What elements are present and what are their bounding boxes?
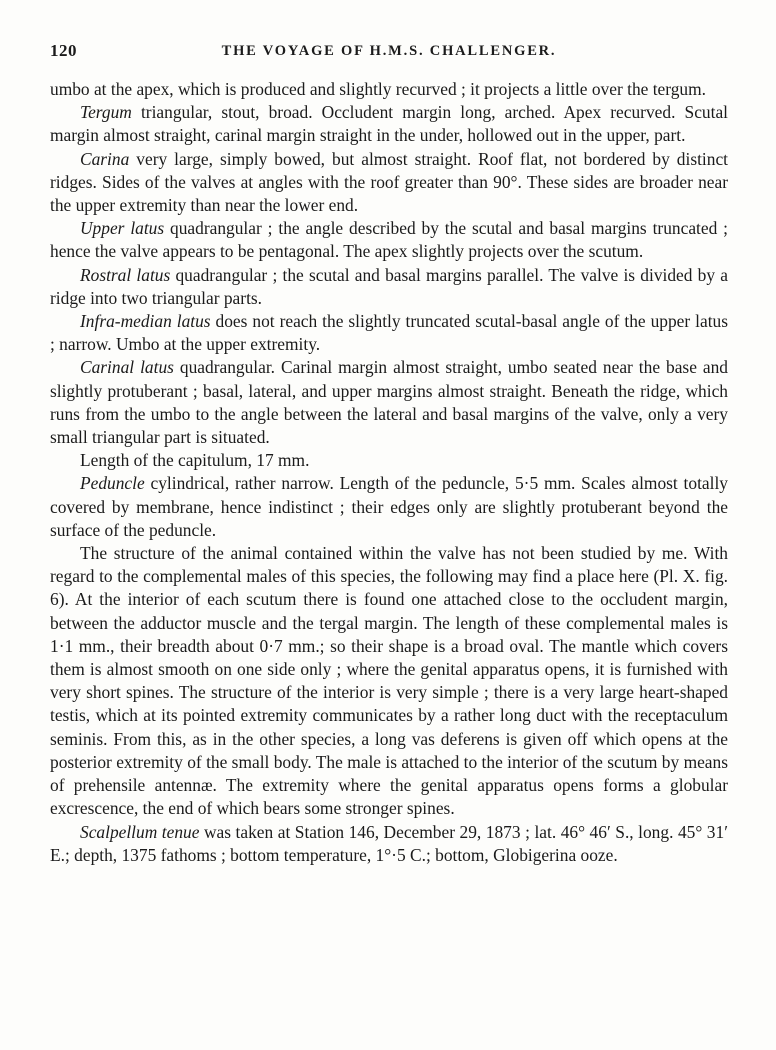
paragraph (50, 310, 728, 356)
paragraph-text: cylindrical, rather narrow. Length of the peduncle, 5·5 mm. Scales almost totally covered by membrane, hence indistinct ; their edges only are slightly protuberant beyond the surface of the peduncle. (50, 473, 728, 540)
paragraph-text: was taken at Station 146, December 29, 1873 ; lat. 46° 46′ S., long. 45° 31′ E.; depth, 1375 fathoms ; bottom temperature, 1°·5 C.; bottom, Globigerina ooze. (50, 821, 729, 865)
paragraph (50, 264, 728, 310)
paragraph (50, 472, 728, 542)
paragraph-lead: Rostral latus (80, 264, 171, 285)
text-block (50, 78, 728, 867)
paragraph (50, 78, 728, 101)
paragraph (50, 101, 728, 147)
running-title: THE VOYAGE OF H.M.S. CHALLENGER. (221, 43, 557, 59)
paragraph-lead: Carina (80, 148, 130, 169)
paragraph-lead: Tergum (80, 102, 132, 123)
paragraph-text: Length of the capitulum, 17 mm. (80, 450, 310, 471)
paragraph-text: very large, simply bowed, but almost straight. Roof flat, not bordered by distinct ridges. Sides of the valves at angles with the roof greater than 90°. These sides are broader near the upper extremity than near the lower end. (50, 148, 728, 216)
running-header (50, 40, 728, 64)
paragraph-text: does not reach the slightly truncated scutal-basal angle of the upper latus ; narrow. Umbo at the upper extremity. (50, 311, 728, 355)
paragraph-text: quadrangular ; the angle described by the scutal and basal margins truncated ; hence the valve appears to be pentagonal. The apex slightly projects over the scutum. (50, 218, 728, 262)
paragraph (50, 449, 728, 472)
paragraph-text: umbo at the apex, which is produced and slightly recurved ; it projects a little over the tergum. (50, 79, 706, 99)
paragraph-lead: Upper latus (80, 218, 165, 239)
paragraph (50, 356, 728, 449)
paragraph (50, 148, 728, 218)
page-number: 120 (50, 41, 77, 60)
paragraph (50, 542, 728, 820)
paragraph-text: quadrangular ; the scutal and basal margins parallel. The valve is divided by a ridge into two triangular parts. (50, 264, 729, 308)
paragraph (50, 821, 728, 867)
paragraph-text: The structure of the animal contained within the valve has not been studied by me. With regard to the complemental males of this species, the following may find a place here (Pl. X. fig. 6). At the interior of each scutum there is found one attached close to the occludent margin, between the adductor muscle and the tergal margin. The length of these complemental males is 1·1 mm., their breadth about 0·7 mm.; so their shape is a broad oval. The mantle which covers them is almost smooth on one side only ; where the genital apparatus opens, it is furnished with very short spines. The structure of the interior is very simple ; there is a very large heart-shaped testis, which at its pointed extremity communicates by a rather long duct with the receptaculum seminis. From this, as in the other species, a long vas deferens is given off which opens at the posterior extremity of the small body. The male is attached to the interior of the scutum by means of prehensile antennæ. The extremity where the genital apparatus opens forms a globular excrescence, the end of which bears some stronger spines. (50, 543, 728, 819)
paragraph-lead: Infra-median latus (80, 311, 211, 332)
paragraph (50, 217, 728, 263)
paragraph-text: triangular, stout, broad. Occludent margin long, arched. Apex recurved. Scutal margin almost straight, carinal margin straight in the under, hollowed out in the upper, part. (50, 102, 728, 146)
paragraph-lead: Carinal latus (80, 357, 174, 378)
paragraph-text: quadrangular. Carinal margin almost straight, umbo seated near the base and slightly protuberant ; basal, lateral, and upper margins almost straight. Beneath the ridge, which runs from the umbo to the angle between the lateral and basal margins of the valve, only a very small triangular part is situated. (50, 357, 728, 448)
paragraph-lead: Scalpellum tenue (80, 821, 200, 842)
paragraph-lead: Peduncle (80, 473, 145, 494)
